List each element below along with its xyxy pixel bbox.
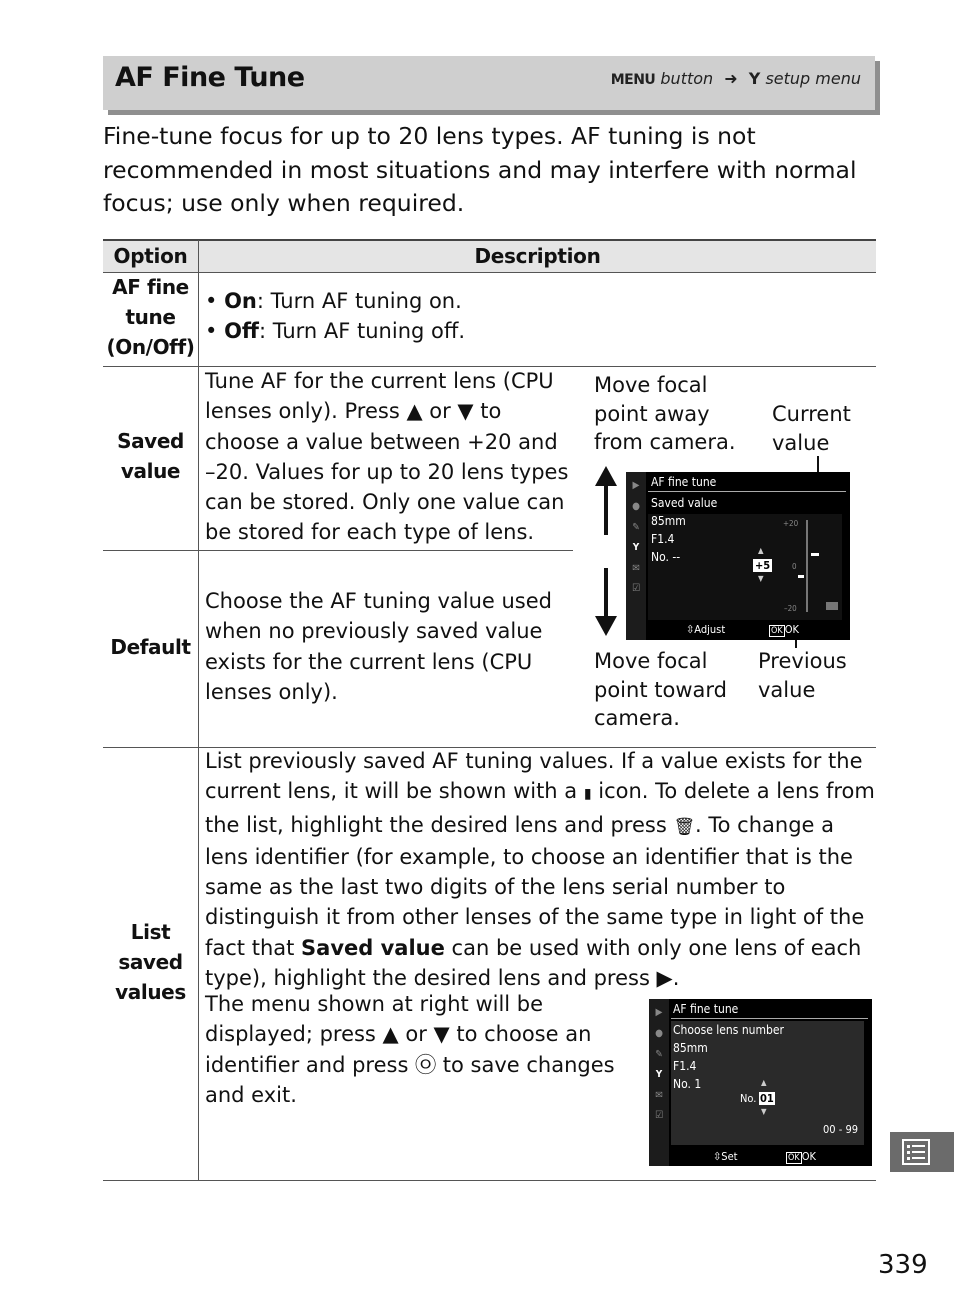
button-word: button	[660, 69, 714, 88]
footer-set: ⇳Set	[713, 1150, 738, 1163]
arrow-down-icon	[595, 616, 617, 636]
setup-tab-icon: Y	[632, 542, 640, 553]
playback-tab-icon: ▶	[632, 480, 640, 491]
lens-focal: 85mm	[651, 514, 686, 528]
intro-paragraph: Fine-tune focus for up to 20 lens types. AF tuning is not recommended in most situations and may interfere with normal focus; use only when required.	[103, 122, 857, 217]
menu-tabs	[626, 472, 646, 640]
current-value: +5	[755, 559, 771, 572]
camera-icon	[826, 602, 838, 610]
focus-arrows	[590, 460, 622, 642]
desc-default: Choose the AF tuning value used when no previously saved value exists for the current lens (CPU lenses only).	[205, 589, 553, 704]
shooting-tab-icon: ●	[632, 501, 640, 512]
section-header-bar	[103, 56, 875, 110]
table-header-rule	[103, 272, 876, 273]
value-scale	[806, 520, 808, 612]
annotation-current-value: Current value	[772, 402, 851, 455]
option-list-saved-values: List saved values	[115, 920, 186, 1004]
screen-title: AF fine tune	[651, 475, 717, 489]
current-value-marker	[811, 553, 819, 556]
value-panel	[648, 514, 842, 620]
item-title: Choose lens number	[673, 1023, 784, 1037]
option-saved-value: Saved value	[117, 429, 184, 483]
menu-list-icon	[890, 1132, 954, 1172]
recent-tab-icon: ☑	[654, 1110, 664, 1121]
camera-screen-saved-value	[626, 472, 850, 640]
previous-value-marker	[798, 575, 804, 578]
selector-up-icon: ▲	[761, 1078, 767, 1087]
lens-number: No. 1	[673, 1077, 702, 1091]
value-up-icon: ▲	[758, 546, 764, 555]
arrow-up-icon	[595, 466, 617, 486]
scale-bottom: –20	[784, 604, 797, 613]
column-divider	[198, 240, 199, 1181]
retouch-tab-icon: ✉	[632, 563, 640, 574]
delete-icon: 🗑	[673, 816, 696, 837]
menu-name: setup menu	[765, 69, 861, 88]
row-divider-2-option	[103, 550, 198, 551]
scale-mid: 0	[792, 562, 797, 571]
recent-tab-icon: ☑	[631, 583, 641, 594]
bullet-off: • Off: Turn AF tuning off.	[205, 319, 465, 344]
custom-tab-icon: ✎	[655, 1049, 663, 1060]
footer-ok: OK OK	[788, 1150, 816, 1163]
selector-value: 01	[760, 1092, 774, 1105]
desc-list-menu: The menu shown at right will be displayed; press ▲ or ▼ to choose an identifier and press ㉧ to save changes and exit.	[205, 992, 615, 1107]
annotation-move-toward: Move focal point toward camera.	[594, 649, 727, 730]
lens-focal: 85mm	[673, 1041, 708, 1055]
table-bottom-rule	[103, 1180, 876, 1181]
saved-marker-icon: ▮	[583, 786, 592, 803]
bullet-on: • On: Turn AF tuning on.	[205, 289, 462, 313]
menu-key-label: MENU	[610, 72, 656, 88]
menu-path	[611, 69, 861, 88]
lens-number: No. --	[651, 550, 681, 564]
menu-guide-tab	[890, 1132, 954, 1172]
page-number: 339	[878, 1250, 928, 1280]
arrow-right-icon: ➜	[724, 69, 738, 88]
desc-af-fine-tune	[205, 286, 865, 347]
selector-label: No.	[740, 1092, 757, 1105]
column-header-description: Description	[474, 244, 601, 268]
item-title: Saved value	[651, 496, 718, 510]
column-header-option: Option	[113, 244, 188, 268]
playback-tab-icon: ▶	[655, 1007, 663, 1018]
footer-adjust: ⇳Adjust	[686, 623, 726, 636]
menu-tabs	[649, 999, 669, 1166]
shooting-tab-icon: ●	[655, 1028, 663, 1039]
selector-down-icon: ▼	[761, 1107, 767, 1116]
annotation-move-away: Move focal point away from camera.	[594, 373, 736, 454]
desc-saved-value: Tune AF for the current lens (CPU lenses only). Press ▲ or ▼ to choose a value between +20 and –20. Values for up to 20 lens types can be stored. Only one value can be stored for each type of lens.	[205, 369, 569, 545]
page-title: AF Fine Tune	[115, 62, 305, 93]
desc-list-saved-values: List previously saved AF tuning values. If a value exists for the current lens, it will be shown with a ▮ icon. To delete a lens from the list, highlight the desired lens and press 🗑. To change a lens identifier (for example, to choose an identifier that is the same as the last two digits of the lens serial number to distinguish it from other lenses of the same type in light of the fact that Saved value can be used with only one lens of each type), highlight the desired lens and press ▶.	[205, 749, 875, 991]
title-rule	[648, 491, 846, 492]
setup-tab-icon: Y	[655, 1069, 663, 1080]
screen-title: AF fine tune	[673, 1002, 739, 1016]
lens-aperture: F1.4	[651, 532, 675, 546]
wrench-icon: Y	[748, 69, 761, 88]
value-down-icon: ▼	[758, 574, 764, 583]
lens-aperture: F1.4	[673, 1059, 697, 1073]
arrow-up-shaft	[604, 485, 608, 535]
annotation-previous-value: Previous value	[758, 649, 847, 702]
option-default: Default	[110, 635, 191, 659]
arrow-down-shaft	[604, 568, 608, 618]
number-range: 00 - 99	[823, 1123, 859, 1136]
retouch-tab-icon: ✉	[655, 1090, 663, 1101]
custom-tab-icon: ✎	[632, 522, 640, 533]
footer-ok: OK OK	[771, 623, 799, 636]
scale-top: +20	[783, 519, 799, 528]
title-rule	[671, 1018, 868, 1019]
camera-screen-choose-lens-number	[649, 999, 872, 1166]
option-af-fine-tune: AF fine tune (On/Off)	[106, 275, 195, 359]
